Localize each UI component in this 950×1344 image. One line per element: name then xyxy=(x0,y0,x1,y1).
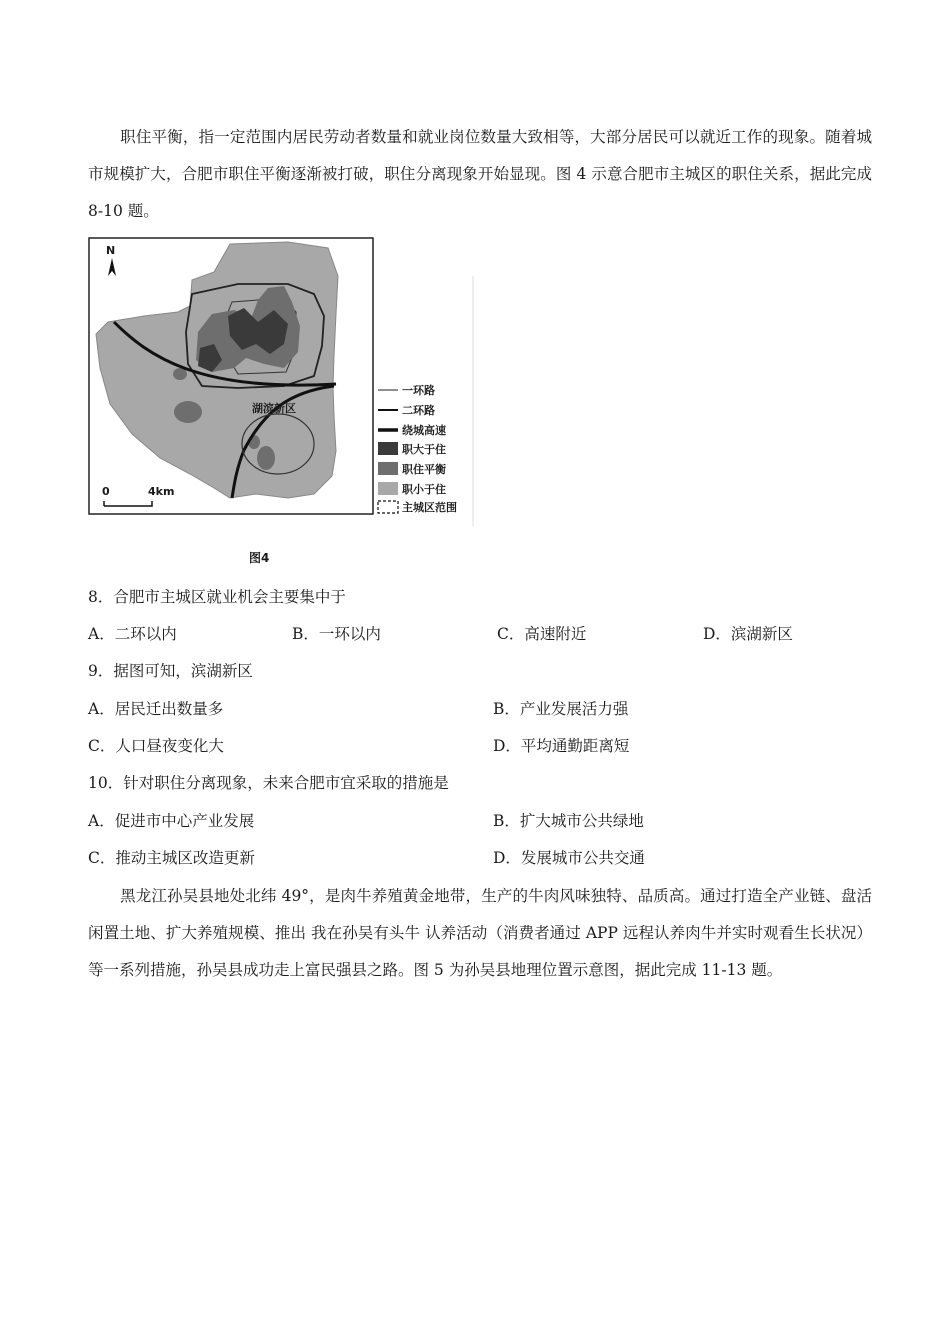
job-balance-binhu xyxy=(257,446,275,470)
figure-4-caption: 图4 xyxy=(249,551,270,565)
legend-label-ring-expressway: 绕城高速 xyxy=(402,424,446,437)
legend-swatch-job-deficit xyxy=(378,482,398,495)
intro-passage-1-text: 职住平衡，指一定范围内居民劳动者数量和就业岗位数量大致相等，大部分居民可以就近工作的现象。随着城市规模扩大，合肥市职住平衡逐渐被打破，职住分离现象开始显现。图 4 示意合肥市主城区的职住关系，据此完成 8-10 题。 xyxy=(88,128,872,220)
question-8-option-c[interactable]: C．高速附近 xyxy=(497,625,587,643)
figure-4-map xyxy=(88,236,474,576)
question-9-stem: 9．据图可知，滨湖新区 xyxy=(88,662,253,680)
intro-passage-2 xyxy=(88,878,872,989)
question-9-option-b[interactable]: B．产业发展活力强 xyxy=(493,700,629,718)
job-housing-map xyxy=(88,236,474,526)
legend-label-main-urban-area: 主城区范围 xyxy=(402,501,457,514)
question-10-stem: 10．针对职住分离现象，未来合肥市宜采取的措施是 xyxy=(88,774,449,792)
question-8-stem: 8．合肥市主城区就业机会主要集中于 xyxy=(88,588,346,606)
binhu-new-district-label: 湖滨新区 xyxy=(252,402,296,415)
question-9-option-c[interactable]: C．人口昼夜变化大 xyxy=(88,737,224,755)
question-8-option-a[interactable]: A．二环以内 xyxy=(88,625,177,643)
question-10-option-d[interactable]: D．发展城市公共交通 xyxy=(493,849,645,867)
legend-label-first-ring: 一环路 xyxy=(402,384,435,397)
scale-bar-zero: 0 xyxy=(102,485,110,498)
question-8-option-d[interactable]: D．滨湖新区 xyxy=(703,625,793,643)
job-balance-southwest xyxy=(174,401,202,423)
map-legend xyxy=(378,383,457,514)
question-10-option-a[interactable]: A．促进市中心产业发展 xyxy=(88,812,255,830)
question-8-option-b[interactable]: B．一环以内 xyxy=(292,625,381,643)
question-10-option-c[interactable]: C．推动主城区改造更新 xyxy=(88,849,255,867)
legend-swatch-job-surplus xyxy=(378,442,398,455)
legend-symbol-main-urban-area xyxy=(378,501,398,513)
question-10-option-b[interactable]: B．扩大城市公共绿地 xyxy=(493,812,644,830)
question-9-option-a[interactable]: A．居民迁出数量多 xyxy=(88,700,224,718)
question-9-option-d[interactable]: D．平均通勤距离短 xyxy=(493,737,630,755)
scale-bar-distance: 4km xyxy=(148,485,175,498)
intro-passage-1 xyxy=(88,119,872,230)
north-arrow-label: N xyxy=(106,244,116,257)
legend-label-job-balance: 职住平衡 xyxy=(402,463,446,476)
intro-passage-2-text: 黑龙江孙吴县地处北纬 49°，是肉牛养殖黄金地带，生产的牛肉风味独特、品质高。通过打造全产业链、盘活闲置土地、扩大养殖规模、推出 我在孙吴有头牛 认养活动（消费者通过 APP 远程认养肉牛并实时观看生长状况）等一系列措施，孙吴县成功走上富民强县之路。图 5 为孙吴县地理位置示意图，据此完成 11-13 题。 xyxy=(88,887,872,979)
legend-label-second-ring: 二环路 xyxy=(402,404,435,417)
legend-swatch-job-balance xyxy=(378,462,398,475)
legend-label-job-surplus: 职大于住 xyxy=(402,443,446,456)
legend-label-job-deficit: 职小于住 xyxy=(402,483,446,496)
